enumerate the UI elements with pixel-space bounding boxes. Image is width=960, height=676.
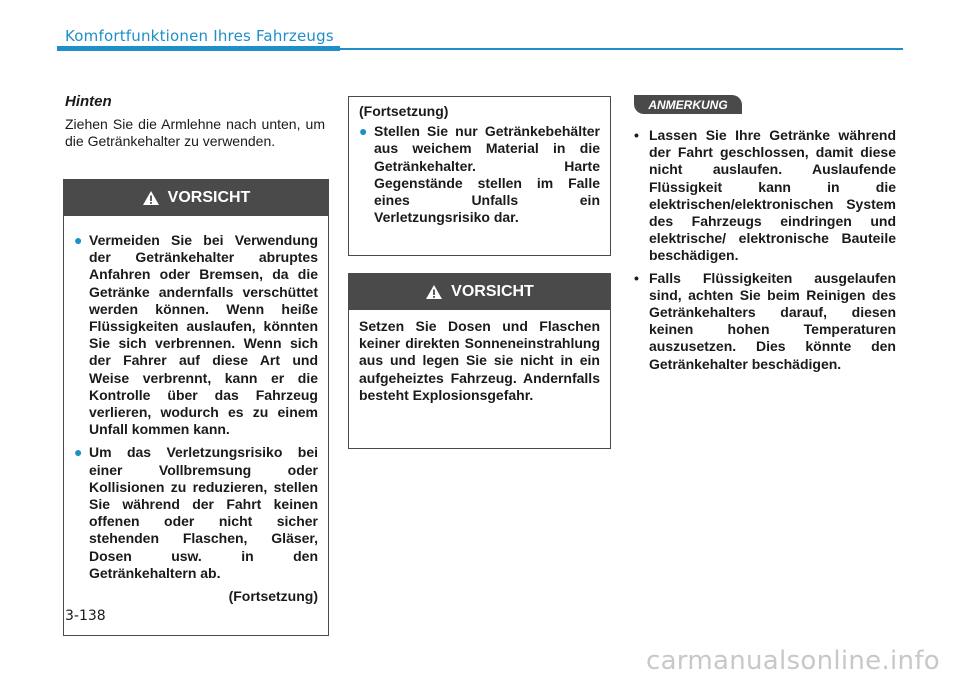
- watermark: carmanualsonline.info: [645, 646, 940, 676]
- bullet-icon: •: [634, 269, 639, 286]
- caution-header: [64, 180, 328, 216]
- caution-item-text: Um das Verletzungsrisiko bei einer Vollbremsung oder Kollisionen zu reduzieren, stellen Sie während der Fahrt keinen offenen oder nicht sicher stehenden Flaschen, Gläser, Dosen usw. in den Getränkehaltern ab.: [89, 444, 318, 581]
- note-item-text: Falls Flüssigkeiten ausgelaufen sind, achten Sie beim Reinigen des Getränkehalters darauf, diesen keinen hohen Temperaturen auszusetzen. Dies könnte den Getränkehalter beschädigen.: [649, 269, 896, 372]
- bullet-icon: ●: [74, 444, 83, 461]
- caution-item: [74, 232, 318, 438]
- caution-box-middle: [348, 273, 611, 449]
- intro-paragraph: Ziehen Sie die Armlehne nach unten, um die Getränkehalter zu verwenden.: [65, 116, 325, 149]
- continued-box: [348, 96, 611, 256]
- continued-label: (Fortsetzung): [359, 103, 449, 119]
- section-heading: Hinten: [65, 93, 112, 110]
- warning-triangle-icon: [142, 190, 160, 206]
- caution-label: VORSICHT: [167, 189, 251, 206]
- caution-box-left: [63, 179, 329, 636]
- note-badge: ANMERKUNG: [634, 95, 742, 114]
- note-list: [634, 127, 896, 378]
- note-item-text: Lassen Sie Ihre Getränke während der Fahrt geschlossen, damit diese nicht auslaufen. Auslaufende Flüssigkeit kann in die elektrischen/elektronischen System des Fahrzeugs eindringen und elektrische/ elektronische Bauteile beschädigen.: [649, 127, 896, 264]
- bullet-icon: ●: [74, 232, 83, 248]
- caution-text: Setzen Sie Dosen und Flaschen keiner direkten Sonneneinstrahlung aus und legen Sie sie nicht in ein aufgeheiztes Fahrzeug. Andernfalls besteht Explosionsgefahr.: [359, 318, 600, 403]
- bullet-icon: ●: [359, 123, 368, 140]
- continued-label: (Fortsetzung): [228, 588, 318, 605]
- caution-item: [74, 444, 318, 582]
- caution-header: [349, 274, 610, 310]
- note-item: [634, 270, 896, 373]
- caution-item: [359, 123, 600, 226]
- page-number: 3-138: [65, 608, 106, 624]
- header-rule-accent: [57, 46, 340, 51]
- caution-item-text: Vermeiden Sie bei Verwendung der Getränkehalter abruptes Anfahren oder Bremsen, da die Getränke andernfalls verschüttet werden können. Wenn heiße Flüssigkeiten auslaufen, könnten Sie sich verbrennen. Wenn sich der Fahrer auf diese Art und Weise verbrennt, kann er die Kontrolle über das Fahrzeug verlieren, wodurch es zu einem Unfall kommen kann.: [89, 232, 318, 438]
- bullet-icon: •: [634, 127, 639, 143]
- chapter-title: Komfortfunktionen Ihres Fahrzeugs: [65, 27, 334, 45]
- note-item: [634, 127, 896, 265]
- header-rule: [340, 48, 903, 50]
- caution-item-text: Stellen Sie nur Getränkebehälter aus weichem Material in die Getränkehalter. Harte Gegenstände stellen im Falle eines Unfalls ein Verletzungsrisiko dar.: [374, 123, 600, 226]
- warning-triangle-icon: [425, 284, 443, 300]
- caution-label: VORSICHT: [451, 283, 534, 300]
